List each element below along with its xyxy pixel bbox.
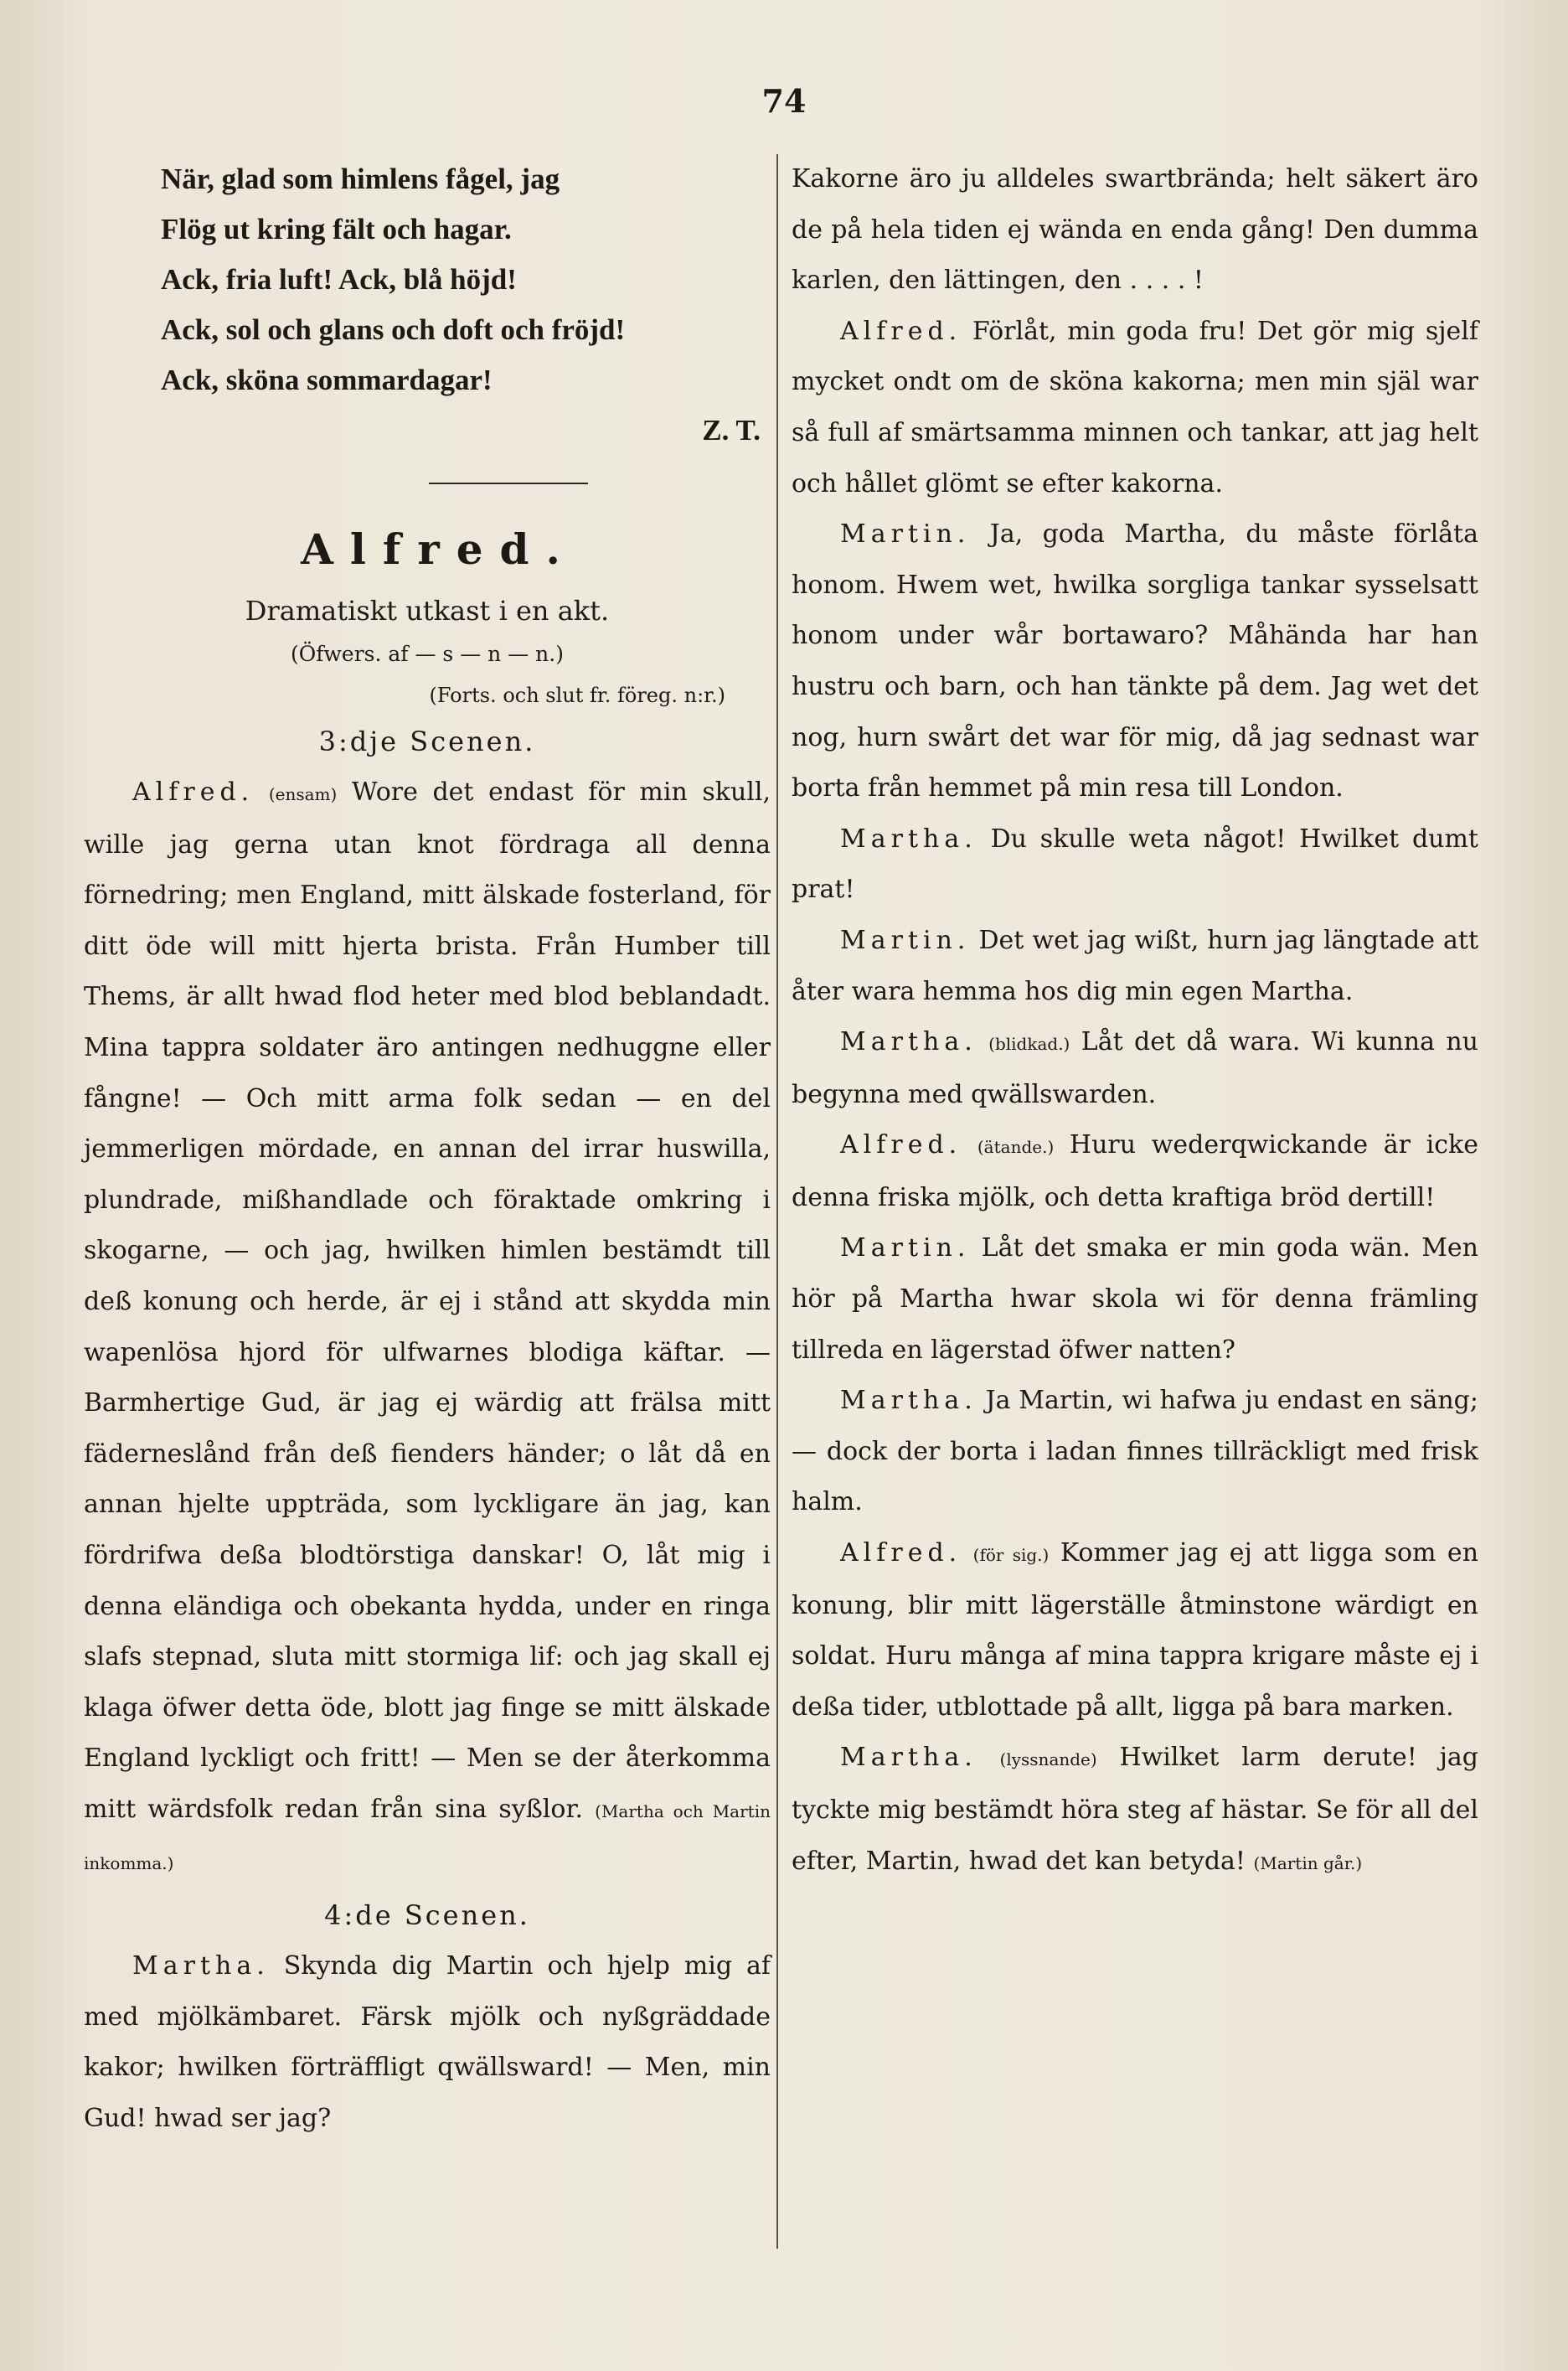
drama-title: Alfred.	[301, 524, 577, 574]
poem-line: Ack, fria luft! Ack, blå höjd!	[161, 263, 517, 296]
dialogue-text: Hwilket larm derute! jag tyckte mig bestämdt höra steg af hästar. Se för all del efter, Martin, hwad det kan betyda!	[792, 1743, 1478, 1876]
page-number: 74	[761, 82, 807, 120]
poem-line: Flög ut kring fält och hagar.	[161, 213, 512, 245]
dialogue-text: Låt det då wara. Wi kunna nu begynna med qwällswarden.	[792, 1027, 1478, 1109]
poem-ending	[161, 154, 771, 405]
column-divider	[776, 154, 778, 2249]
dialogue-text: Ja Martin, wi hafwa ju endast en säng; — dock der borta i ladan finnes tillräckligt med frisk halm.	[792, 1386, 1478, 1517]
stage-direction: (Martin går.)	[1253, 1852, 1363, 1873]
dialogue-text: Förlåt, min goda fru! Det gör mig sjelf mycket ondt om de sköna kakorna; men min själ war så full af smärtsamma minnen och tankar, att jag helt och hållet glömt se efter kakorna.	[792, 316, 1478, 498]
speaker-name: Martha.	[132, 1951, 270, 1981]
dialogue-line	[792, 307, 1478, 509]
speaker-name: Alfred.	[840, 1538, 962, 1568]
speaker-name: Martin.	[840, 1233, 971, 1263]
dialogue-text: Kommer jag ej att ligga som en konung, blir mitt lägerställe åtminstone wärdigt en soldat. Huru många af mina tappra krigare måste ej i deßa tider, utblottade på allt, ligga på bara marken.	[792, 1538, 1479, 1722]
dialogue-text: Ja, goda Martha, du måste förlåta honom. Hwem wet, hwilka sorgliga tankar sysselsatt honom under wår bortawaro? Måhända har han hustru och barn, och han tänkte på dem. Jag wet det nog, hurn swårt det war för mig, då jag sednast war borta från hemmet på min resa till London.	[792, 519, 1478, 803]
dialogue-line	[792, 1017, 1478, 1120]
speaker-name: Martin.	[840, 925, 971, 955]
dialogue-text: Wore det endast för min skull, wille jag gerna utan knot fördraga all denna förnedring; men England, mitt älskade fosterland, för ditt öde will mitt hjerta brista. Från Humber till Thems, är allt hwad flod heter med blod beblandadt. Mina tappra soldater äro antingen nedhuggne eller fångne! — Och mitt arma folk sedan — en del jemmerligen mördade, en annan del irrar huswilla, plundrade, mißhandlade och föraktade omkring i skogarne, — och jag, hwilken himlen bestämdt till deß konung och herde, är ej i stånd att skydda min wapenlösa hjord för ulfwarnes blodiga käftar. — Barmhertige Gud, är jag ej wärdig att frälsa mitt fäderneslånd från deß fienders händer; o låt då en annan hjelte uppträda, som lyckligare än jag, kan fördrifwa deßa blodtörstiga danskar! O, låt mig i denna eländiga och obekanta hydda, under en ringa slafs stepnad, sluta mitt stormiga lif: och jag skall ej klaga öfwer detta öde, blott jag finge se mitt älskade England lyckligt och fritt! — Men se der återkomma mitt wärdsfolk redan från sina syßlor.	[84, 777, 771, 1824]
poem-signature: Z. T.	[702, 414, 761, 447]
dialogue-line	[792, 814, 1478, 916]
speaker-name: Martha.	[840, 1743, 977, 1773]
dialogue-text: Du skulle weta något! Hwilket dumt prat!	[792, 824, 1478, 905]
speaker-name: Martha.	[840, 824, 977, 854]
speaker-name: Alfred.	[840, 1130, 962, 1160]
poem-line: Ack, sol och glans och doft och fröjd!	[161, 313, 626, 346]
dialogue-alfred-monologue	[84, 767, 771, 1889]
dialogue-text: Skynda dig Martin och hjelp mig af med mjölkämbaret. Färsk mjölk och nyßgräddade kakor; hwilken förträffligt qwällsward! — Men, min Gud! hwad ser jag?	[84, 1951, 771, 2133]
stage-direction: (ensam)	[268, 784, 338, 804]
poem-line: Ack, sköna sommardagar!	[161, 364, 493, 396]
translator-note: (Öfwers. af — s — n — n.)	[291, 642, 564, 666]
dialogue-text: Det wet jag wißt, hurn jag längtade att åter wara hemma hos dig min egen Martha.	[792, 925, 1478, 1006]
stage-direction: (Martha och Martin inkomma.)	[84, 1800, 771, 1874]
poem-line: När, glad som himlens fågel, jag	[161, 163, 560, 195]
dialogue-continuation: Kakorne äro ju alldeles swartbrända; helt säkert äro de på hela tiden ej wända en enda gång! Den dumma karlen, den lättingen, den . . . . !	[792, 164, 1478, 296]
dialogue-text: Låt det smaka er min goda wän. Men hör på Martha hwar skola wi för denna främling tillreda en lägerstad öfwer natten?	[792, 1233, 1478, 1365]
drama-subtitle: Dramatiskt utkast i en akt.	[245, 595, 610, 627]
dialogue-line	[792, 1733, 1478, 1888]
dialogue-line	[792, 1223, 1478, 1376]
speaker-name: Martha.	[840, 1386, 977, 1416]
right-column	[792, 154, 1478, 1888]
scene-3-heading: 3:dje Scenen.	[318, 726, 536, 757]
left-column	[84, 154, 771, 2144]
continuation-note: (Forts. och slut fr. föreg. n:r.)	[429, 684, 725, 707]
dialogue-line	[792, 916, 1478, 1017]
dialogue-martha	[84, 1941, 771, 2144]
stage-direction: (ätande.)	[977, 1137, 1055, 1158]
dialogue-text: Huru wederqwickande är icke denna friska mjölk, och detta kraftiga bröd dertill!	[792, 1130, 1478, 1212]
speaker-name: Martha.	[840, 1027, 977, 1057]
speaker-name: Alfred.	[132, 777, 255, 807]
dialogue-line	[792, 1376, 1478, 1528]
dialogue-line	[792, 1528, 1478, 1733]
dialogue-line	[792, 1120, 1478, 1223]
stage-direction: (blidkad.)	[988, 1034, 1070, 1055]
dialogue-line	[792, 509, 1478, 814]
speaker-name: Martin.	[840, 519, 971, 550]
speaker-name: Alfred.	[840, 316, 962, 346]
scene-4-heading: 4:de Scenen.	[324, 1899, 530, 1932]
stage-direction: (lyssnande)	[999, 1749, 1097, 1770]
section-rule	[429, 483, 588, 484]
stage-direction: (för sig.)	[972, 1545, 1050, 1566]
